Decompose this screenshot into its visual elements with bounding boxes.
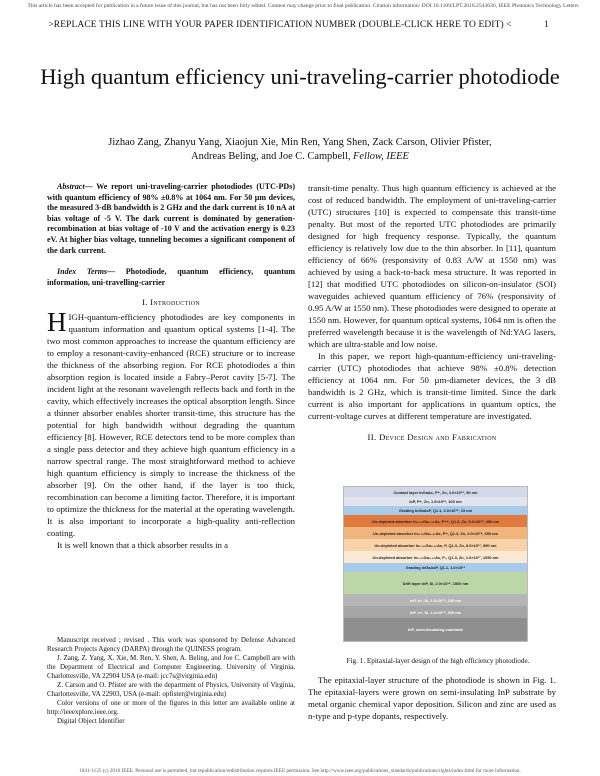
authors-fellow: Fellow, IEEE <box>353 151 409 162</box>
publication-notice: This article has been accepted for publication in a future issue of this journal, but has not been fully edited. Content may change prior to final publication. Citation information: DOI 10.1109/LPT.2016.2543636, IEEE Photonics Technology Letters <box>27 3 579 9</box>
right-column <box>308 182 556 446</box>
figure-layer: Drift layer InP, Si, 2.0×10¹⁶, 1500 nm <box>344 572 527 594</box>
footnote-color-versions: Color versions of one or more of the figures in this letter are available online at http://ieeexplore.ieee.org. <box>47 699 295 716</box>
abstract <box>47 182 295 256</box>
right-paragraph-1: transit-time penalty. Thus high quantum efficiency is achieved at the cost of reduced bandwidth. The employment of uni-traveling-carrier (UTC) structures [10] is expected to compensate this transit-time penalty. But most of the reported UTC photodiodes are primarily designed for high frequency response. Typically, the quantum efficiency is relatively low due to the thin absorber. In [11], quantum efficiency of 66% (responsivity of 0.83 A/W at 1550 nm) was achieved by using a back-to-back mesa structure. It was reported in [12] that modified UTC photodiodes on silicon-on-insulator (SOI) waveguides achieved quantum efficiency of 76% (responsivity of 0.95 A/W at 1550 nm). These photodiodes were designed to operate at 1550 nm. However, for quantum optical systems, 1064 nm is often the preferred wavelength because it is the wavelength of Nd:YAG lasers, which are ultra-stable and low noise. <box>308 183 556 349</box>
figure-layer: InP, n+, Si, 1.0×10¹⁹, 100 nm <box>344 594 527 606</box>
footnote-doi: Digital Object Identifier <box>57 717 125 725</box>
footnote-manuscript: Manuscript received ; revised . This work was sponsored by Defense Advanced Research Projects Agency (DARPA) through the QUINESS program. <box>47 636 295 653</box>
figure-layer: Contact layer InGaAs, P+, Zn, 2.0×10¹⁹, 50 nm <box>344 487 527 497</box>
figure-layer: Grading InGaAsP, Q1.1, 2.0×10¹⁸, 15 nm <box>344 506 527 515</box>
figure-layer: InP, n+, Si, 1.0×10¹⁹, 500 nm <box>344 606 527 618</box>
figure-layer: Un-depleted absorber In₀.₅₃Ga₀.₄₇As, P, Q1.3, Zn, 8.0×10¹⁷, 850 nm <box>344 539 527 551</box>
figure-layer: InP, semi-insulating substrate <box>344 618 527 641</box>
right-paragraph-2: In this paper, we report high-quantum-efficiency uni-traveling-carrier (UTC) photodiodes that achieve 98% ±0.8% detection efficiency at 1064 nm. For 50 µm-diameter devices, the 3 dB bandwidth is 2 GHz, which is transit-time limited. Since the dark current is also important for applications in quantum optics, the current-voltage curves at different temperature are investigated. <box>308 351 556 421</box>
footnotes <box>47 636 295 726</box>
section-heading-introduction: I. Introduction <box>141 297 201 308</box>
index-terms-label: Index Terms <box>57 267 108 277</box>
intro-paragraph-1 <box>47 307 295 539</box>
right-column-continued <box>308 674 556 722</box>
index-terms-text: — Photodiode, quantum efficiency, quantum information, uni-travelling-carrier <box>47 267 295 287</box>
right-paragraph-3: The epitaxial-layer structure of the photodiode is shown in Fig. 1. The epitaxial-layers were grown on semi-insulating InP substrate by metal organic chemical vapor deposition. Silicon and zinc are used as n-type and p-type dopants, respectively. <box>308 675 556 721</box>
authors-names-2: Andreas Beling, and Joe C. Campbell, <box>191 151 351 162</box>
intro-dropcap: H <box>47 307 67 338</box>
author-list <box>60 136 540 164</box>
figure-layer: Grading InGaAsP, Q1.1, 1.0×10¹⁶ <box>344 563 527 572</box>
abstract-label: Abstract <box>57 182 85 191</box>
intro-paragraph-2: It is well known that a thick absorber results in a <box>57 540 229 551</box>
footnote-affiliation-physics: Z. Carson and O. Pfister are with the department of Physics, University of Virginia, Charlottesville, VA 22903, USA (e-mail: opfister@virginia.edu) <box>47 681 295 698</box>
figure-layer: Un-depleted absorber In₀.₅₃Ga₀.₄₇As, P-, Q1.3, Zn, 1.0×10¹⁷, 1050 nm <box>344 551 527 563</box>
epitaxial-layer-figure <box>343 486 528 642</box>
section-heading-design: II. Device Design and Fabrication <box>367 432 497 442</box>
footnote-affiliation-ece: J. Zang, Z. Yang, X. Xie, M. Ren, Y. Shen, A. Beling, and Joe C. Campbell are with the Department of Electrical and Computer Engineering, University of Virginia, Charlottesville, VA 22904 USA (e-mail: jcc7s@virginia.edu) <box>47 654 295 680</box>
left-column <box>47 182 295 551</box>
figure-layer: InP, P+, Zn, 1.5×10¹⁸, 100 nm <box>344 497 527 506</box>
figure-layer: Un-depleted absorber In₀.₅₃Ga₀.₄₇As, P++, Q1.3, Zn, 5.0×10¹⁸, 450 nm <box>344 515 527 527</box>
paper-id-header: >REPLACE THIS LINE WITH YOUR PAPER IDENTIFICATION NUMBER (DOUBLE-CLICK HERE TO EDIT) < <box>48 20 512 30</box>
figure-caption: Fig. 1. Epitaxial-layer design of the high efficiency photodiode. <box>346 657 530 665</box>
intro-paragraph-1-text: IGH-quantum-efficiency photodiodes are key components in quantum information and quantum optical systems [1-4]. The two most common approaches to increase the quantum efficiency are to employ a resonant-cavity-enhanced (RCE) structure or to increase the thickness of the absorbing region. For RCE photodiodes a thin absorption region is located inside a Fabry–Perot cavity [5-7]. The incident light at the resonant wavelength reflects back and forth in the cavity, which effectively increases the optical absorption length. Since a thinner absorber enables shorter transit-time, this structure has the potential for high bandwidth without degrading the quantum efficiency [8]. However, RCE detectors tend to be more complex than a single pass detector and they achieve high quantum efficiency in a narrow spectral range. The most straightforward method to achieve high quantum efficiency is simply to increase the thickness of the absorber [9]. On the other hand, if the layer is too thick, recombination can become a limiting factor. Therefore, it is important to optimize the thickness for the material at the operating wavelength. It is also important to incorporate a high-quality anti-reflection coating. <box>47 312 295 539</box>
authors-line-1: Jizhao Zang, Zhanyu Yang, Xiaojun Xie, Min Ren, Yang Shen, Zack Carson, Olivier Pfister, <box>108 137 492 148</box>
authors-line-2 <box>60 150 540 164</box>
figure-layer: Un-depleted absorber In₀.₅₃Ga₀.₄₇As, P+, Q1.3, Zn, 2.0×10¹⁸, 650 nm <box>344 527 527 539</box>
abstract-text: — We report uni-traveling-carrier photodiodes (UTC-PDs) with quantum efficiency of 98% ±0.8% at 1064 nm. For 50 µm devices, the measured 3-dB bandwidth is 2 GHz and the dark current is 10 nA at bias voltage of -5 V. The dark current is dominated by generation-recombination at bias voltage of -10 V and the activation energy is 0.23 eV. At higher bias voltage, tunneling becomes a significant component of the dark current. <box>47 182 295 255</box>
paper-title: High quantum efficiency uni-traveling-carrier photodiode <box>40 64 560 89</box>
index-terms <box>47 267 295 288</box>
page-number: 1 <box>544 20 549 30</box>
copyright-footer: 1041-1135 (c) 2016 IEEE. Personal use is permitted, but republication/redistribution requires IEEE permission. See http://www.ieee.org/publications_standards/publications/rights/index.html for more information. <box>79 768 521 774</box>
